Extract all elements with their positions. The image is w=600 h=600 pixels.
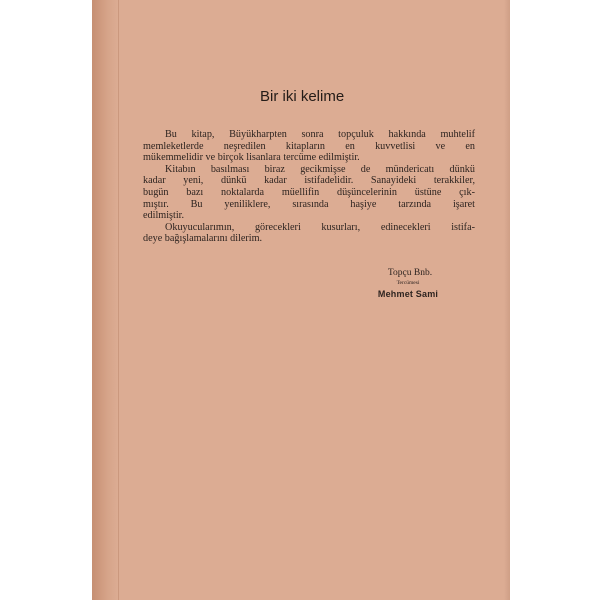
text-line: deye bağışlamalarını dilerim. (143, 233, 263, 245)
paragraph (143, 164, 475, 222)
page-gutter (92, 0, 118, 600)
page-title: Bir iki kelime (260, 88, 345, 105)
text-line: bugün bazı noktalarda müellifin düşüncelerinin üstüne çık- (143, 186, 475, 198)
foreword-body (143, 129, 475, 245)
text-line: edilmiştir. (143, 210, 185, 222)
signature-rank: Topçu Bnb. (387, 268, 433, 278)
text-line: memleketlerde neşredilen kitapların en kuvvetlisi ve en (143, 140, 475, 152)
signature-block (360, 267, 470, 301)
text-line: Bu kitap, Büyükharpten sonra topçuluk hakkında muhtelif (165, 129, 475, 140)
text-line: mıştır. Bu yeniliklere, sırasında haşiye tarzında işaret (143, 198, 475, 210)
gutter-crease (118, 0, 119, 600)
text-line: kadar yeni, dünkü kadar istifadelidir. Sanayideki terakkiler, (143, 175, 475, 187)
page-edge (504, 0, 510, 600)
signature-role: Tercümesi (396, 280, 420, 286)
paragraph (143, 222, 475, 245)
text-line: Okuyucularımın, görecekleri kusurları, edinecekleri istifa- (165, 221, 475, 233)
signature-name: Mehmet Sami (377, 289, 439, 299)
text-line: mükemmelidir ve birçok lisanlara tercüme edilmiştir. (143, 152, 360, 164)
paragraph (143, 129, 475, 164)
text-line: Kitabın basılması biraz gecikmişse de mündericatı dünkü (165, 163, 475, 175)
